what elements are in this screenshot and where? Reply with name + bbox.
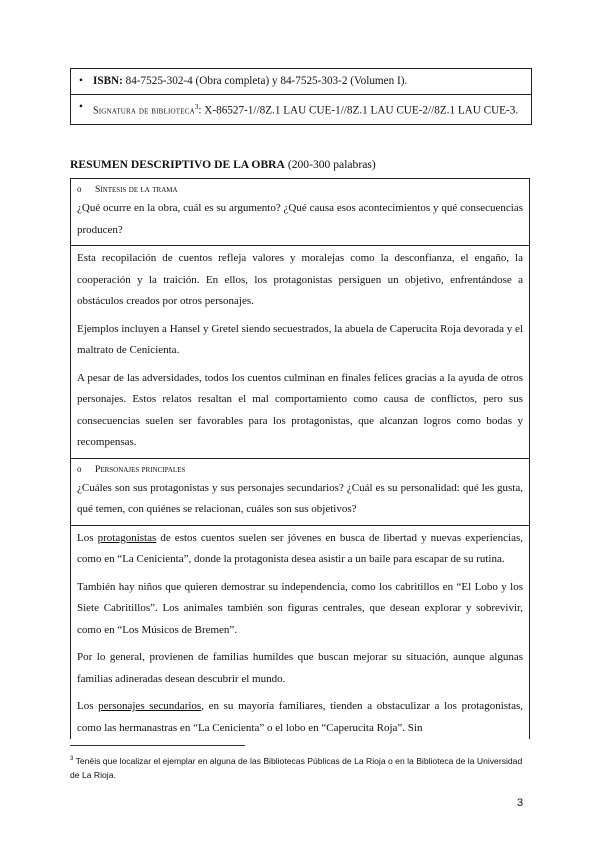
trama-paragraph: Esta recopilación de cuentos refleja valores y moralejas como la desconfianza, el engaño, la cooperación y la traición. En ellos, los protagonistas persiguen un objetivo, enfrentándose a obstáculos creados por otros personajes. <box>77 252 523 307</box>
secundarios-term: personajes secundarios <box>98 700 202 712</box>
isbn-value: 84-7525-302-4 (Obra completa) y 84-7525-303-2 (Volumen I). <box>125 75 408 87</box>
personajes-question: ¿Cuáles son sus protagonistas y sus personajes secundarios? ¿Cuál es su personalidad: qué les gusta, qué temen, con quiénes se relacionan, cuáles son sus objetivos? <box>77 481 523 515</box>
signatura-label: Signatura de biblioteca <box>93 105 195 117</box>
footnote <box>70 752 530 782</box>
bullet-icon: • <box>79 75 83 87</box>
bullet-icon: • <box>79 101 83 113</box>
trama-heading <box>77 181 523 198</box>
personajes-paragraph <box>77 696 523 739</box>
summary-table <box>70 178 530 739</box>
personajes-paragraph: Por lo general, provienen de familias humildes que buscan mejorar su situación, aunque algunas familias adineradas desean descubrir el mundo. <box>77 651 523 685</box>
section-word-count: (200-300 palabras) <box>287 158 376 171</box>
bibliographic-info-box <box>70 68 532 125</box>
personajes-heading-text: Personajes principales <box>95 463 186 475</box>
isbn-row <box>71 68 531 94</box>
signatura-value: : X-86527-1//8Z.1 LAU CUE-1//8Z.1 LAU CUE-2//8Z.1 LAU CUE-3. <box>198 104 519 117</box>
text-span: Los <box>77 531 98 544</box>
section-title-text: RESUMEN DESCRIPTIVO DE LA OBRA <box>70 158 285 171</box>
text-span: Los <box>77 700 99 712</box>
trama-paragraph: A pesar de las adversidades, todos los cuentos culminan en finales felices gracias a la ayuda de otros personajes. Estos relatos resaltan el mal comportamiento como causa de conflictos, pero sus consecuencias suelen ser favorables para los protagonistas, que alcanzan logros como bodas y recompensas. <box>77 371 523 448</box>
personajes-question-cell <box>71 459 529 526</box>
trama-answer-cell <box>71 246 529 459</box>
footnote-divider <box>70 745 245 746</box>
personajes-heading <box>77 461 523 478</box>
page-number: 3 <box>517 797 524 809</box>
text-span: , en su mayoría familiares, tienden a obstaculizar a los protagonistas, como las hermanastras en “La Cenicienta” o el lobo en “Caperucita Roja”. Sin <box>77 700 523 734</box>
circle-bullet-icon: o <box>77 463 82 474</box>
text-span: de estos cuentos suelen ser jóvenes en busca de libertad y nuevas experiencias, como en “La Cenicienta”, donde la protagonista desea asistir a un baile para escapar de su rutina. <box>77 531 524 565</box>
personajes-paragraph <box>77 528 523 571</box>
signatura-row <box>71 94 531 124</box>
footnote-number: 3 <box>70 756 74 762</box>
section-title <box>70 158 376 171</box>
trama-question: ¿Qué ocurre en la obra, cuál es su argumento? ¿Qué causa esos acontecimientos y qué consecuencias producen? <box>77 202 523 236</box>
protagonistas-term: protagonistas <box>97 531 157 544</box>
circle-bullet-icon: o <box>77 184 82 194</box>
footnote-text: Tenéis que localizar el ejemplar en alguna de las Bibliotecas Públicas de La Rioja o en la Biblioteca de la Universidad de La Rioja. <box>70 755 523 780</box>
isbn-label: ISBN: <box>93 75 123 87</box>
personajes-paragraph: También hay niños que quieren demostrar su independencia, como los cabritillos en “El Lobo y los Siete Cabritillos”. Los animales también son figuras centrales, que desean explorar y sobrevivir, como en “Los Músicos de Bremen”. <box>77 580 523 636</box>
trama-paragraph: Ejemplos incluyen a Hansel y Gretel siendo secuestrados, la abuela de Caperucita Roja devorada y el maltrato de Cenicienta. <box>77 322 523 356</box>
personajes-answer-cell <box>71 526 529 740</box>
trama-question-cell <box>71 179 529 246</box>
trama-heading-text: Síntesis de la trama <box>95 184 178 195</box>
footnote-ref[interactable]: 3 <box>194 103 199 111</box>
